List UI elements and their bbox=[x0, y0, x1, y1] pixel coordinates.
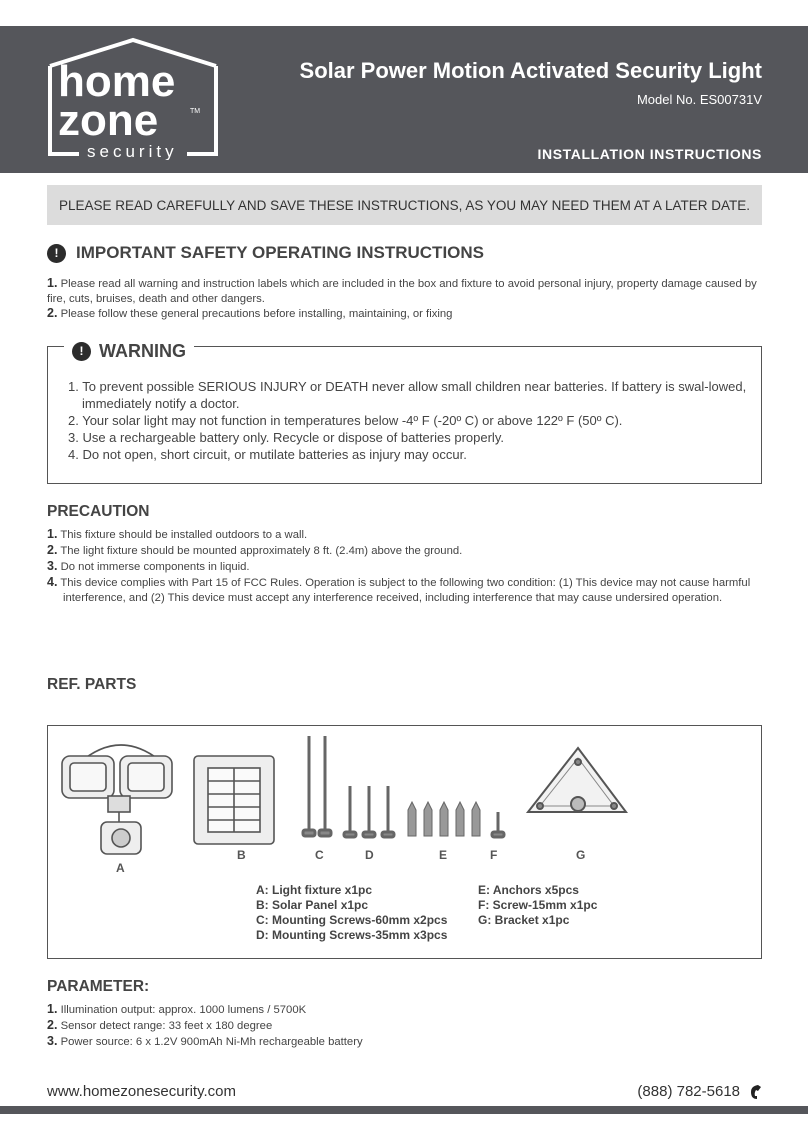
precaution-heading: PRECAUTION bbox=[47, 503, 150, 520]
warning-list bbox=[68, 378, 748, 463]
small-screw-illustration bbox=[492, 812, 504, 837]
medium-screws-illustration bbox=[344, 786, 394, 837]
part-label-g: G bbox=[576, 848, 586, 862]
legend-item: B: Solar Panel x1pc bbox=[256, 898, 369, 912]
parts-legend-right bbox=[478, 883, 597, 928]
safety-item: 1. Please read all warning and instruction labels which are included in the box and fixture to avoid personal injury, property damage caused by fire, cuts, bruises, death and other dangers. bbox=[47, 276, 757, 305]
part-label-b: B bbox=[237, 848, 246, 862]
footer-bar bbox=[0, 1106, 808, 1114]
legend-item: D: Mounting Screws-35mm x3pcs bbox=[256, 928, 448, 942]
legend-item: A: Light fixture x1pc bbox=[256, 883, 373, 897]
parameter-item: 1. Illumination output: approx. 1000 lumens / 5700K bbox=[47, 1002, 307, 1016]
anchors-illustration bbox=[408, 802, 480, 836]
light-fixture-illustration bbox=[62, 745, 172, 854]
parameter-heading: PARAMETER: bbox=[47, 978, 150, 995]
part-label-f: F bbox=[490, 848, 498, 862]
warning-item: 1. To prevent possible SERIOUS INJURY or DEATH never allow small children near batteries. If battery is swal-lowed, immediately notify a doctor. bbox=[68, 379, 747, 411]
warning-item: 2. Your solar light may not function in temperatures below -4º F (-20º C) or above 122º F (50º C). bbox=[68, 413, 623, 428]
safety-item: 2. Please follow these general precautions before installing, maintaining, or fixing bbox=[47, 306, 453, 320]
part-label-d: D bbox=[365, 848, 374, 862]
legend-item: C: Mounting Screws-60mm x2pcs bbox=[256, 913, 448, 927]
precaution-item: 4. This device complies with Part 15 of FCC Rules. Operation is subject to the following two condition: (1) This device may not cause harmful interference, and (2) This device must accept any interference received, including interference that may cause undersired operation. bbox=[47, 575, 751, 604]
logo-tm: TM bbox=[190, 108, 201, 115]
exclamation-icon: ! bbox=[47, 244, 66, 263]
parts-illustration bbox=[48, 726, 760, 876]
warning-heading bbox=[64, 341, 194, 362]
phone-contact bbox=[637, 1083, 762, 1100]
parts-legend-left bbox=[256, 883, 447, 943]
model-number: Model No. ES00731V bbox=[636, 92, 762, 107]
logo-zone-text: zone bbox=[58, 96, 159, 145]
solar-panel-illustration bbox=[194, 756, 274, 844]
logo-security-text: security bbox=[87, 142, 178, 160]
warning-heading-text: WARNING bbox=[99, 341, 186, 361]
legend-item: G: Bracket x1pc bbox=[478, 913, 570, 927]
ref-parts-heading: REF. PARTS bbox=[47, 676, 137, 693]
warning-item: 3. Use a rechargeable battery only. Recycle or dispose of batteries properly. bbox=[68, 430, 504, 445]
parameter-item: 3. Power source: 6 x 1.2V 900mAh Ni-Mh rechargeable battery bbox=[47, 1034, 363, 1048]
website-link[interactable]: www.homezonesecurity.com bbox=[47, 1083, 236, 1100]
phone-icon bbox=[748, 1084, 762, 1100]
product-title: Solar Power Motion Activated Security Light bbox=[299, 58, 762, 83]
phone-number: (888) 782-5618 bbox=[637, 1083, 740, 1100]
safety-heading bbox=[47, 243, 484, 263]
parameter-item: 2. Sensor detect range: 33 feet x 180 degree bbox=[47, 1018, 273, 1032]
part-label-c: C bbox=[315, 848, 324, 862]
precaution-item: 3. Do not immerse components in liquid. bbox=[47, 559, 250, 573]
read-carefully-notice bbox=[47, 185, 762, 225]
part-label-e: E bbox=[439, 848, 448, 862]
notice-text: PLEASE READ CAREFULLY AND SAVE THESE INSTRUCTIONS, AS YOU MAY NEED THEM AT A LATER DATE. bbox=[59, 197, 750, 213]
parameter-list bbox=[47, 1002, 765, 1050]
part-label-a: A bbox=[116, 861, 125, 875]
logo-home-text: home bbox=[58, 57, 176, 106]
legend-item: E: Anchors x5pcs bbox=[478, 883, 579, 897]
exclamation-icon: ! bbox=[72, 342, 91, 361]
home-zone-logo bbox=[44, 36, 222, 160]
legend-item: F: Screw-15mm x1pc bbox=[478, 898, 598, 912]
installation-instructions-label: INSTALLATION INSTRUCTIONS bbox=[537, 146, 762, 162]
long-screws-illustration bbox=[303, 736, 331, 836]
precaution-list bbox=[47, 527, 765, 606]
safety-heading-text: IMPORTANT SAFETY OPERATING INSTRUCTIONS bbox=[76, 243, 485, 262]
bracket-illustration bbox=[528, 748, 626, 812]
precaution-item: 1. This fixture should be installed outdoors to a wall. bbox=[47, 527, 308, 541]
precaution-item: 2. The light fixture should be mounted approximately 8 ft. (2.4m) above the ground. bbox=[47, 543, 463, 557]
warning-item: 4. Do not open, short circuit, or mutilate batteries as injury may occur. bbox=[68, 447, 467, 462]
